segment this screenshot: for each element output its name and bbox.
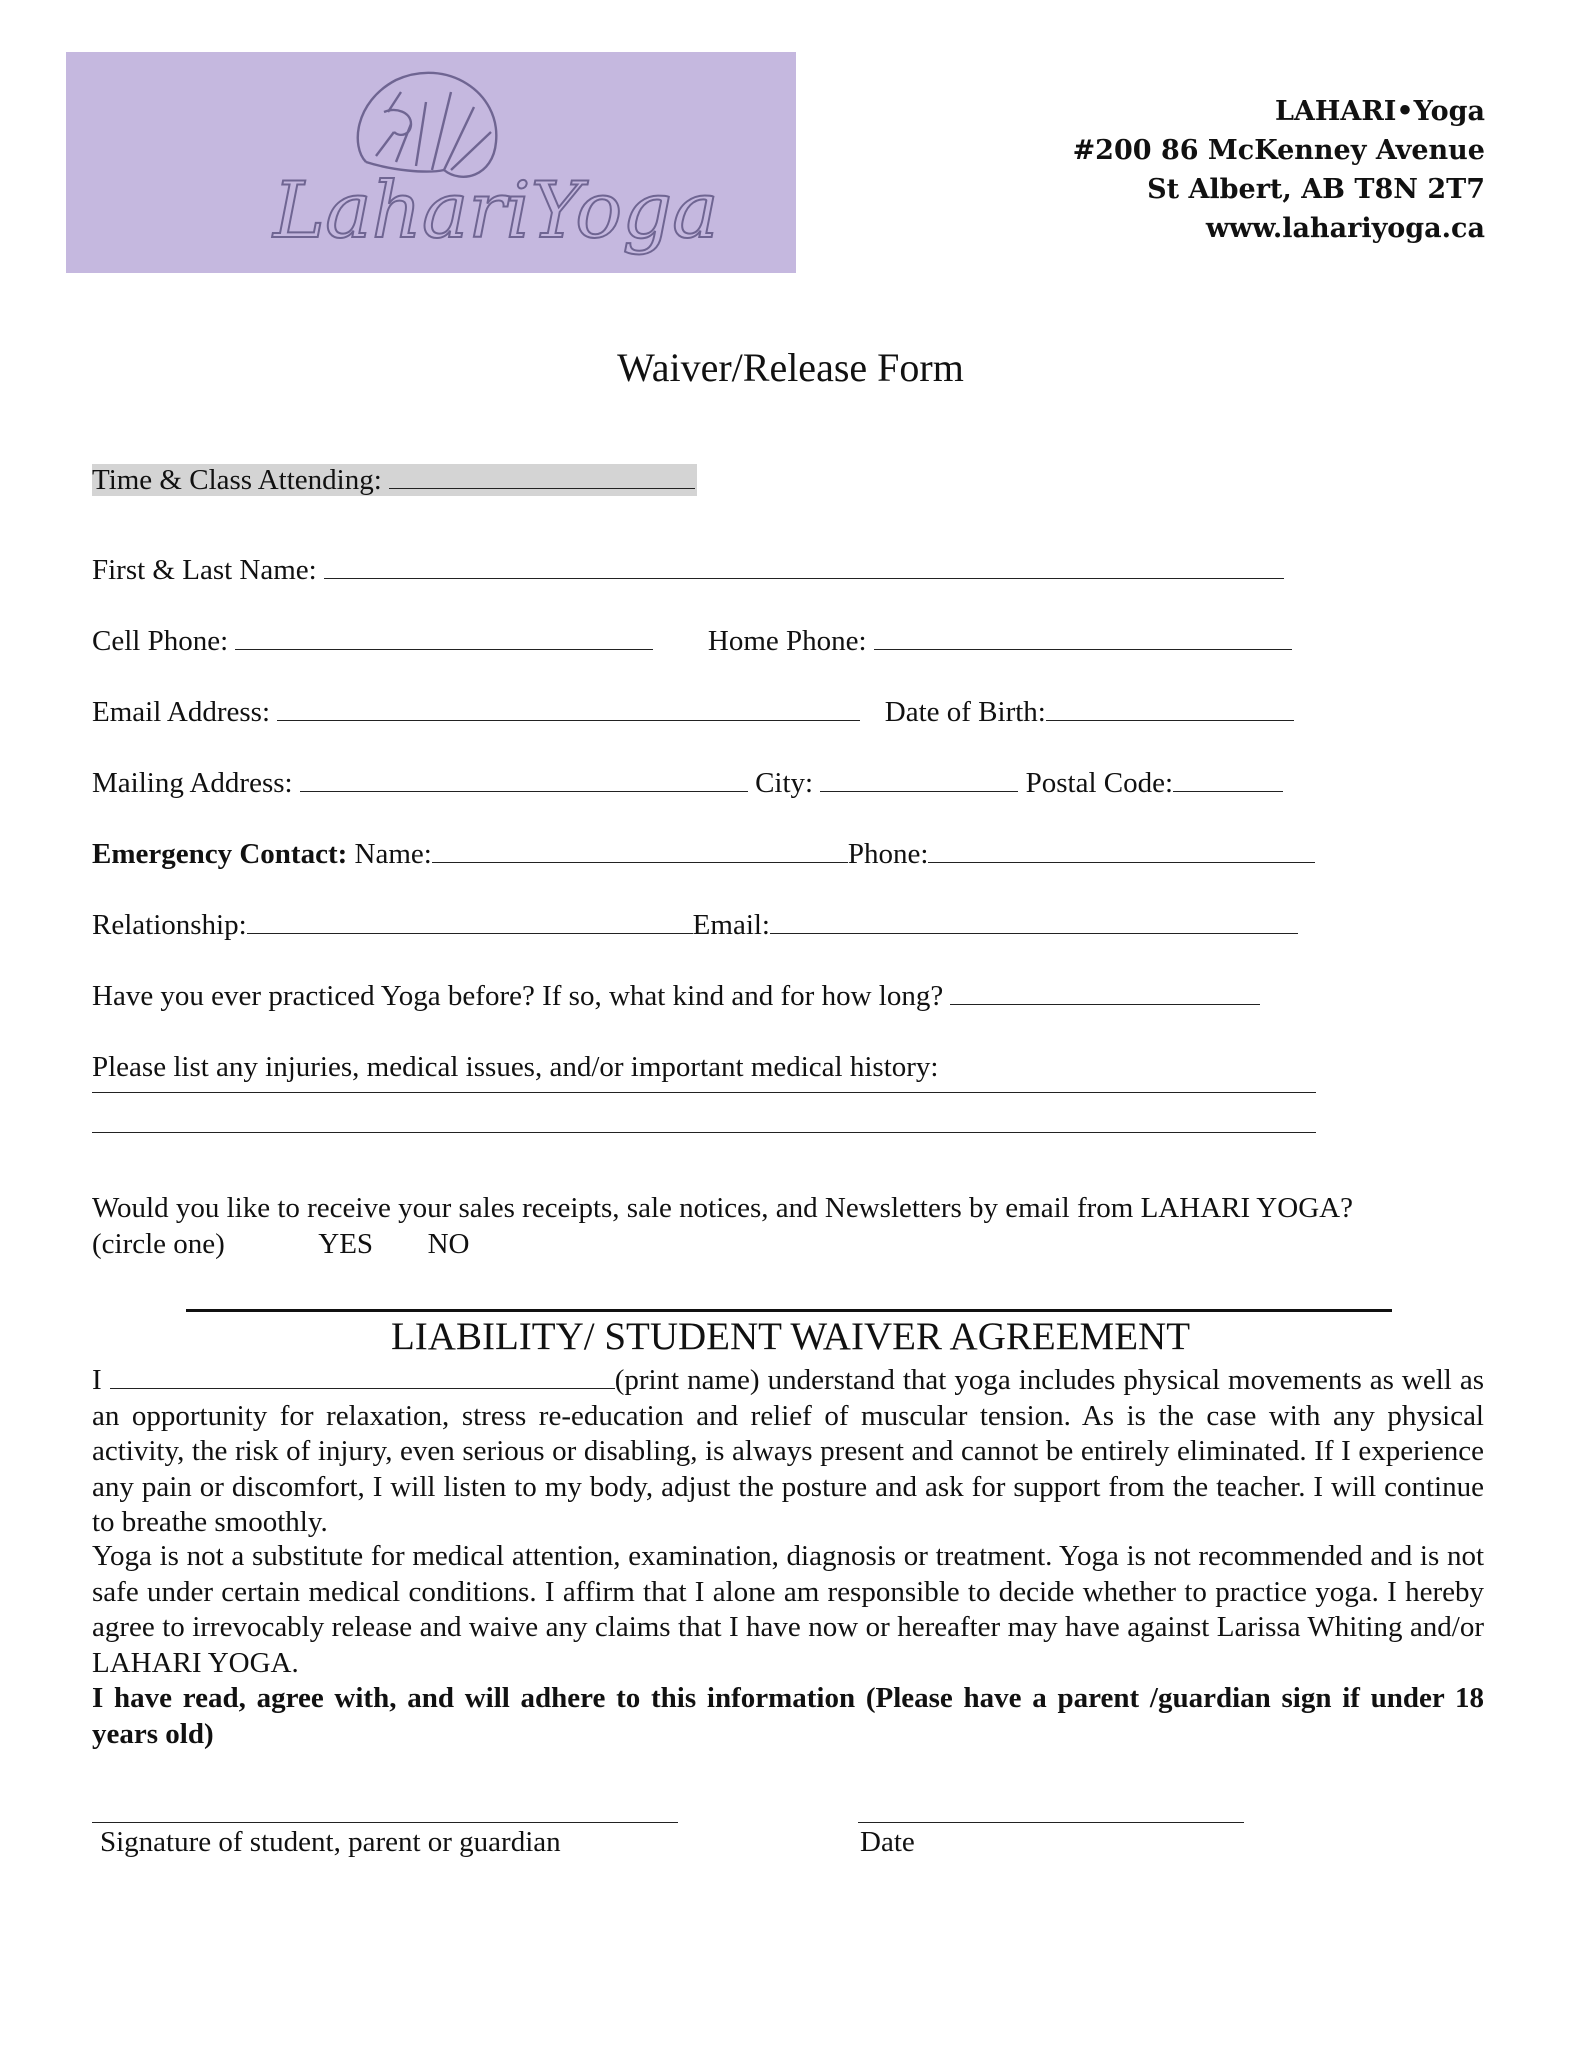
agreement-title: LIABILITY/ STUDENT WAIVER AGREEMENT <box>390 1315 1191 1358</box>
medical-label: Please list any injuries, medical issues, and/or important medical history: <box>92 1051 939 1083</box>
signature-line[interactable] <box>92 1822 678 1823</box>
relationship-row <box>92 907 1298 943</box>
svg-text:LahariYoga: LahariYoga <box>273 166 719 256</box>
mailing-field[interactable] <box>300 765 748 792</box>
yoga-experience-row <box>92 978 1260 1014</box>
emergency-name-label: Name: <box>354 838 432 870</box>
business-address <box>1073 92 1485 248</box>
dob-field[interactable] <box>1046 694 1294 721</box>
agreement-pronoun: I <box>92 1364 102 1396</box>
time-class-field[interactable] <box>389 462 695 489</box>
postal-field[interactable] <box>1173 765 1283 792</box>
emergency-phone-field[interactable] <box>928 836 1315 863</box>
medical-line-1[interactable] <box>92 1092 1316 1093</box>
emergency-label: Emergency Contact: <box>92 838 348 870</box>
postal-label: Postal Code: <box>1025 767 1174 799</box>
website-link[interactable]: www.lahariyoga.ca <box>1205 213 1485 244</box>
email-field[interactable] <box>277 694 860 721</box>
newsletter-options <box>92 1226 469 1262</box>
signature-label: Signature of student, parent or guardian <box>100 1826 561 1858</box>
form-title: Waiver/Release Form <box>617 345 964 390</box>
cell-phone-label: Cell Phone: <box>92 625 229 657</box>
email-label: Email Address: <box>92 696 271 728</box>
agreement-paragraph-3: I have read, agree with, and will adhere to this information (Please have a parent /guardian sign if under 18 years old) <box>92 1682 1484 1750</box>
cell-phone-field[interactable] <box>235 623 653 650</box>
mailing-row <box>92 765 1283 801</box>
name-field[interactable] <box>324 552 1284 579</box>
emergency-name-field[interactable] <box>432 836 848 863</box>
home-phone-field[interactable] <box>874 623 1292 650</box>
newsletter-question: Would you like to receive your sales receipts, sale notices, and Newsletters by email from LAHARI YOGA? <box>92 1192 1353 1224</box>
city-postal: St Albert, AB T8N 2T7 <box>1147 174 1485 205</box>
emergency-email-label: Email: <box>692 909 770 941</box>
newsletter-yes-option[interactable]: YES <box>318 1228 374 1260</box>
agreement-paragraph-2: Yoga is not a substitute for medical attention, examination, diagnosis or treatment. Yoga is not recommended and is not safe under certain medical conditions. I affirm that I alone am responsible to decide whether to practice yoga. I hereby agree to irrevocably release and waive any claims that I have now or hereafter may have against Larissa Whiting and/or LAHARI YOGA. <box>92 1540 1484 1679</box>
city-field[interactable] <box>820 765 1018 792</box>
yoga-experience-field[interactable] <box>950 978 1260 1005</box>
email-row <box>92 694 1294 730</box>
phone-row <box>92 623 1292 659</box>
newsletter-row <box>92 1190 1353 1226</box>
date-label: Date <box>860 1826 915 1858</box>
time-class-label: Time & Class Attending: <box>92 464 382 496</box>
emergency-email-field[interactable] <box>770 907 1298 934</box>
print-name-field[interactable] <box>110 1362 615 1389</box>
emergency-phone-label: Phone: <box>847 838 929 870</box>
logo <box>66 52 796 273</box>
circle-one-label: (circle one) <box>92 1228 225 1260</box>
time-class-row <box>92 462 697 498</box>
mailing-label: Mailing Address: <box>92 767 293 799</box>
name-label: First & Last Name: <box>92 554 317 586</box>
company-name: LAHARI•Yoga <box>1274 96 1485 127</box>
agreement-paragraph-1 <box>92 1362 1484 1541</box>
relationship-field[interactable] <box>247 907 693 934</box>
emergency-row <box>92 836 1315 872</box>
city-label: City: <box>755 767 814 799</box>
section-divider <box>186 1309 1392 1312</box>
street-address: #200 86 McKenney Avenue <box>1072 135 1485 166</box>
logo-wordmark <box>66 52 796 273</box>
date-line[interactable] <box>858 1822 1244 1823</box>
medical-line-2[interactable] <box>92 1132 1316 1133</box>
yoga-question: Have you ever practiced Yoga before? If so, what kind and for how long? <box>92 980 944 1012</box>
newsletter-no-option[interactable]: NO <box>427 1228 470 1260</box>
relationship-label: Relationship: <box>92 909 247 941</box>
home-phone-label: Home Phone: <box>707 625 867 657</box>
agreement-para1-text: (print name) understand that yoga includes physical movements as well as an opportunity for relaxation, stress re-education and relief of muscular tension. As is the case with any physical activity, the risk of injury, even serious or disabling, is always present and cannot be entirely eliminated. If I experience any pain or discomfort, I will listen to my body, adjust the posture and ask for support from the teacher. I will continue to breathe smoothly. <box>92 1364 1485 1538</box>
medical-row <box>92 1049 938 1085</box>
dob-label: Date of Birth: <box>884 696 1046 728</box>
name-row <box>92 552 1284 588</box>
